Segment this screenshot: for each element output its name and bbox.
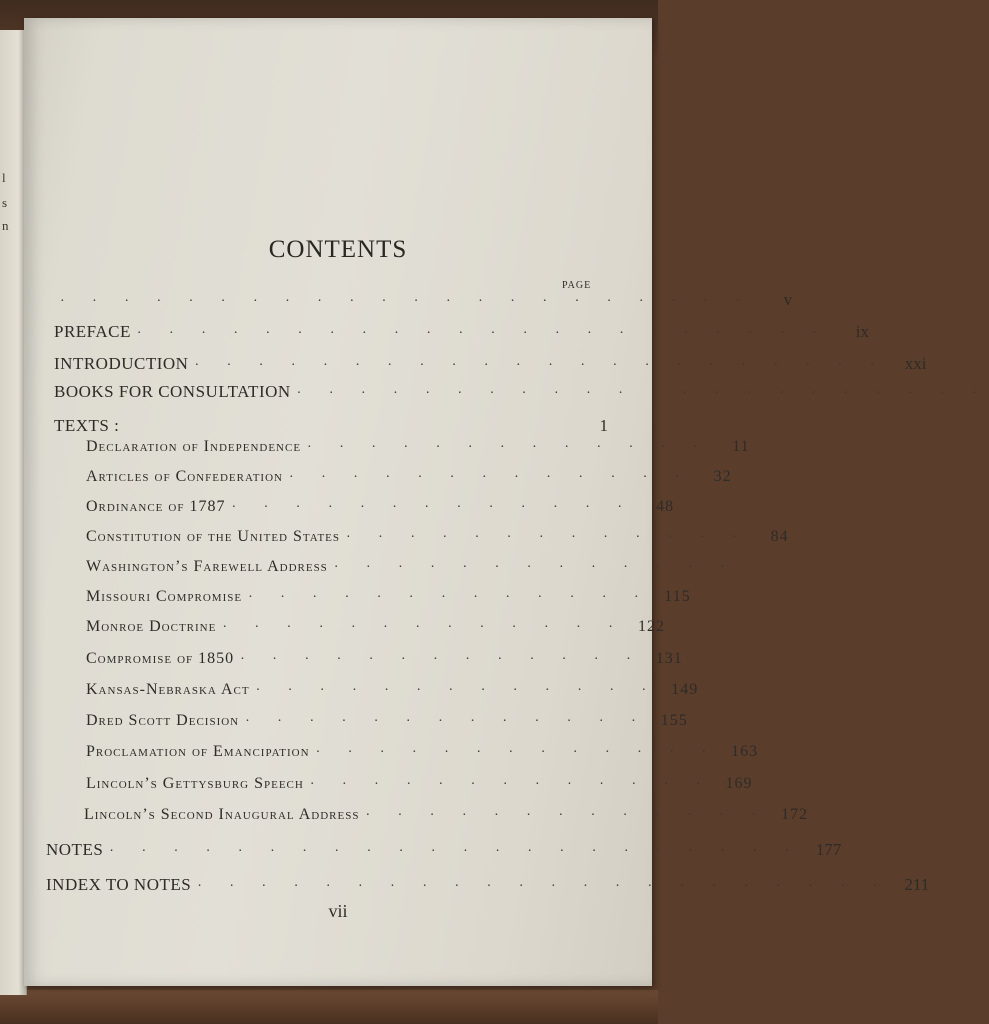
entry-label: INDEX TO NOTES xyxy=(46,875,192,894)
entry-page: 32 xyxy=(713,468,732,485)
leader-dots: · · · · · · · · · · · · · xyxy=(255,683,659,698)
leader-dots: · · · · · · · · · · · · · xyxy=(307,440,710,455)
list-item xyxy=(54,290,793,310)
leader-dots: · · · · · · · · · · · · · xyxy=(245,714,648,729)
entry-page: xxi xyxy=(904,354,927,373)
list-item xyxy=(54,354,927,374)
entry-page: 155 xyxy=(660,712,688,729)
entry-label: BOOKS FOR CONSULTATION xyxy=(54,382,291,401)
entry-page: 172 xyxy=(781,806,809,823)
leader-dots: · · · · · · · · · · · · · xyxy=(288,470,692,485)
entry-page: v xyxy=(783,290,793,309)
entry-page: 115 xyxy=(664,588,691,605)
leader-dots: · · · · · · · · · · · · · · · · · · · · · · xyxy=(60,294,753,309)
leader-dots: · · · · · · · · · · · · · · · · · · · · · · xyxy=(296,386,989,401)
entry-label: Ordinance of 1787 xyxy=(86,498,226,515)
entry-label: Declaration of Independence xyxy=(86,438,302,455)
list-item xyxy=(86,438,750,456)
leader-dots: · · · · · · · · · · · · · xyxy=(346,530,749,545)
leader-dots: · · · · · · · · · · · · · xyxy=(231,500,635,515)
entry-label: Compromise of 1850 xyxy=(86,650,235,667)
entry-label: Missouri Compromise xyxy=(86,588,243,605)
entry-page: 122 xyxy=(637,618,665,635)
list-item xyxy=(86,712,688,730)
entry-page: 163 xyxy=(731,743,759,760)
entry-page: 177 xyxy=(815,840,842,859)
list-item xyxy=(86,618,665,636)
list-item xyxy=(86,743,759,761)
page-column-label: PAGE xyxy=(562,280,592,291)
list-item xyxy=(86,775,753,793)
leader-dots: · · · · · · · · · · · · · xyxy=(240,652,643,667)
leader-dots: · · · · · · · · · · · · · xyxy=(315,745,719,760)
leader-dots: · · · · · · · · · · · · · · · · · · · · · · xyxy=(194,358,887,373)
leader-dots: · · · · · · · · · · · · · · · · · · · · · · xyxy=(136,326,829,341)
leader-dots: · · · · · · · · · · · · · xyxy=(222,620,625,635)
list-item xyxy=(86,650,683,668)
entry-page: 211 xyxy=(904,875,930,894)
entry-label: Lincoln’s Gettysburg Speech xyxy=(86,775,304,792)
contents-list xyxy=(24,18,989,986)
left-page-glyph: s xyxy=(2,195,8,210)
leader-dots: · · · · · · · · · · · · · xyxy=(309,777,713,792)
list-item xyxy=(54,322,869,342)
entry-page: 11 xyxy=(732,438,750,455)
entry-page: 149 xyxy=(671,681,699,698)
entry-label: INTRODUCTION xyxy=(54,354,189,373)
entry-label: Articles of Confederation xyxy=(86,468,283,485)
list-item xyxy=(54,382,989,402)
entry-page: 1 xyxy=(599,416,608,435)
entry-label: Washington’s Farewell Address xyxy=(86,558,328,575)
contents-page xyxy=(24,18,989,986)
list-item xyxy=(86,558,737,576)
page-title: CONTENTS xyxy=(268,236,408,263)
list-item xyxy=(46,840,842,860)
list-item xyxy=(46,875,930,895)
entry-page: 48 xyxy=(656,498,675,515)
entry-label: Dred Scott Decision xyxy=(86,712,240,729)
entry-page: 84 xyxy=(770,528,789,545)
leader-dots: · · · · · · · · · · · · · xyxy=(365,808,769,823)
entry-label: PREFACE xyxy=(54,322,131,341)
leader-dots: · · · · · · · · · · · · · · · · · · · · · · xyxy=(109,844,802,859)
page-number: vii xyxy=(328,901,348,921)
left-page-glyph: n xyxy=(2,218,9,233)
list-item xyxy=(54,416,608,436)
entry-page: ix xyxy=(855,322,869,341)
list-item xyxy=(86,588,691,606)
table-surface-bottom xyxy=(0,990,658,1024)
leader-dots: · · · · · · · · · · · · · xyxy=(333,560,737,575)
entry-page: 169 xyxy=(725,775,753,792)
list-item xyxy=(86,468,732,486)
left-facing-page xyxy=(0,30,27,995)
list-item xyxy=(86,681,699,699)
leader-dots: · · · · · · · · · · · · · xyxy=(248,590,651,605)
list-item xyxy=(86,498,675,516)
list-item xyxy=(84,806,809,824)
entry-label: Kansas-Nebraska Act xyxy=(86,681,250,698)
entry-label: Proclamation of Emancipation xyxy=(86,743,310,760)
entry-label: TEXTS : xyxy=(54,416,120,435)
entry-label: Monroe Doctrine xyxy=(86,618,217,635)
entry-label: Lincoln’s Second Inaugural Address xyxy=(84,806,360,823)
entry-label: NOTES xyxy=(46,840,104,859)
entry-label: Constitution of the United States xyxy=(86,528,340,545)
list-item xyxy=(86,528,789,546)
entry-page: 131 xyxy=(655,650,683,667)
leader-dots: · · · · · · · · · · · · · · · · · · · · · · xyxy=(197,879,890,894)
leader-dots xyxy=(125,420,568,436)
left-page-glyph: l xyxy=(2,170,6,185)
